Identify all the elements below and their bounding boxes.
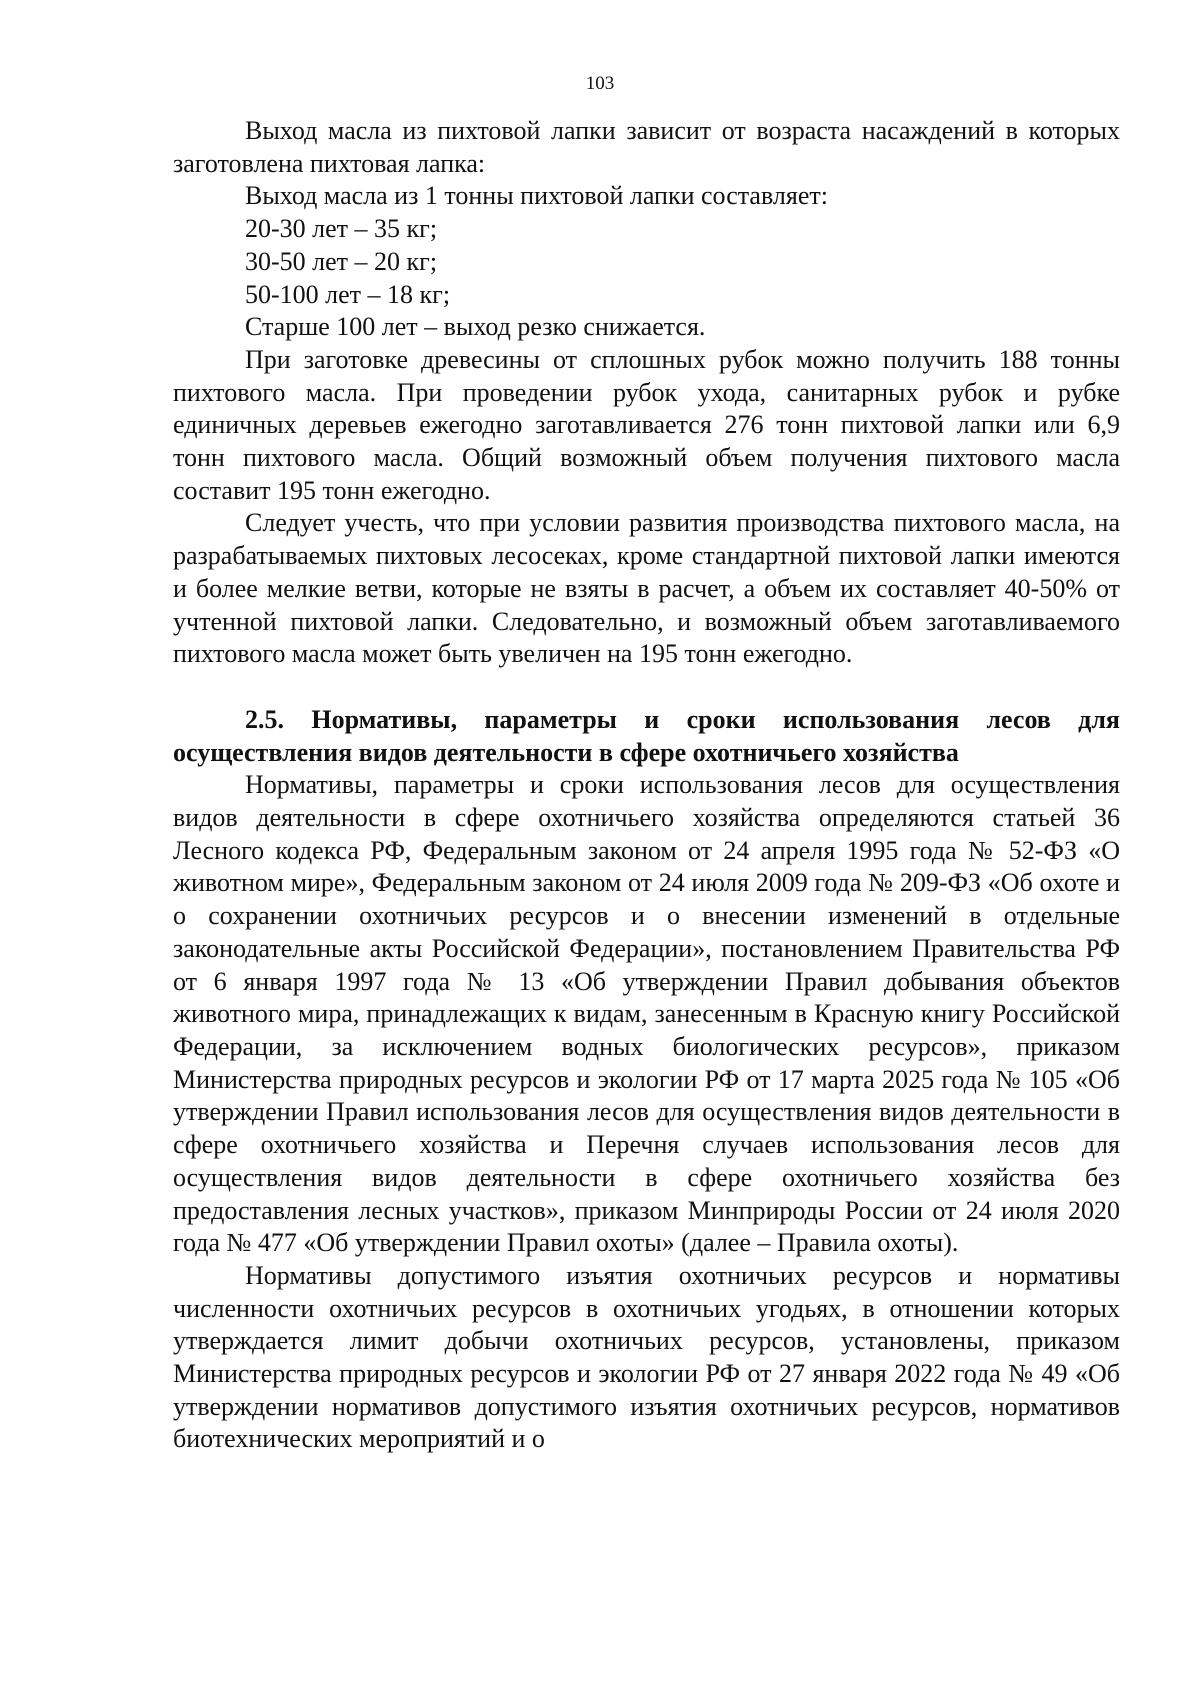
list-item-age-50-100: 50-100 лет – 18 кг; [245,279,451,309]
paragraph-additional-branches: Следует учесть, что при условии развития производства пихтового масла, на разрабатываемых пихтовых лесосеках, кроме стандартной пихтовой лапки имеются и более мелкие ветви, которые не взяты в расчет, а объем их составляет 40-50% от учтенной пихтовой лапки. Следовательно, и возможный объем заготавливаемого пихтового масла может быть увеличен на 195 тонн ежегодно. [173,508,1120,669]
list-item-age-over-100: Старше 100 лет – выход резко снижается. [245,312,706,342]
section-spacer [173,671,1120,704]
paragraph-oil-yield-intro: Выход масла из пихтовой лапки зависит от возраста насаждений в которых заготовлена пихтовая лапка: [173,116,1120,178]
paragraph-harvest-volume: При заготовке древесины от сплошных рубок можно получить 188 тонны пихтового масла. При проведении рубок ухода, санитарных рубок и рубке единичных деревьев ежегодно заготавливается 276 тонн пихтовой лапки или 6,9 тонн пихтового масла. Общий возможный объем получения пихтового масла составит 195 тонн ежегодно. [173,344,1120,505]
page-body [173,115,1120,1456]
list-item-age-20-30: 20-30 лет – 35 кг; [245,214,438,244]
section-heading: 2.5. Нормативы, параметры и сроки использования лесов для осуществления видов деятельности в сфере охотничьего хозяйства [173,704,1120,767]
paragraph-hunting-norms: Нормативы допустимого изъятия охотничьих ресурсов и нормативы численности охотничьих ресурсов в охотничьих угодьях, в отношении которых утверждается лимит добычи охотничьих ресурсов, установлены, приказом Министерства природных ресурсов и экологии РФ от 27 января 2022 года № 49 «Об утверждении нормативов допустимого изъятия охотничьих ресурсов, нормативов биотехнических мероприятий и о [173,1260,1120,1454]
paragraph-oil-yield-per-ton: Выход масла из 1 тонны пихтовой лапки составляет: [245,181,828,211]
list-item-age-30-50: 30-50 лет – 20 кг; [245,246,438,276]
paragraph-hunting-regulations: Нормативы, параметры и сроки использования лесов для осуществления видов деятельности в сфере охотничьего хозяйства определяются статьей 36 Лесного кодекса РФ, Федеральным законом от 24 апреля 1995 года № 52-ФЗ «О животном мире», Федеральным законом от 24 июля 2009 года № 209-ФЗ «Об охоте и о сохранении охотничьих ресурсов и о внесении изменений в отдельные законодательные акты Российской Федерации», постановлением Правительства РФ от 6 января 1997 года № 13 «Об утверждении Правил добывания объектов животного мира, принадлежащих к видам, занесенным в Красную книгу Российской Федерации, за исключением водных биологических ресурсов», приказом Министерства природных ресурсов и экологии РФ от 17 марта 2025 года № 105 «Об утверждении Правил использования лесов для осуществления видов деятельности в сфере охотничьего хозяйства и Перечня случаев использования лесов для осуществления видов деятельности в сфере охотничьего хозяйства без предоставления лесных участков», приказом Минприроды России от 24 июля 2020 года № 477 «Об утверждении Правил охоты» (далее – Правила охоты). [173,770,1120,1258]
page-number: 103 [585,73,615,94]
